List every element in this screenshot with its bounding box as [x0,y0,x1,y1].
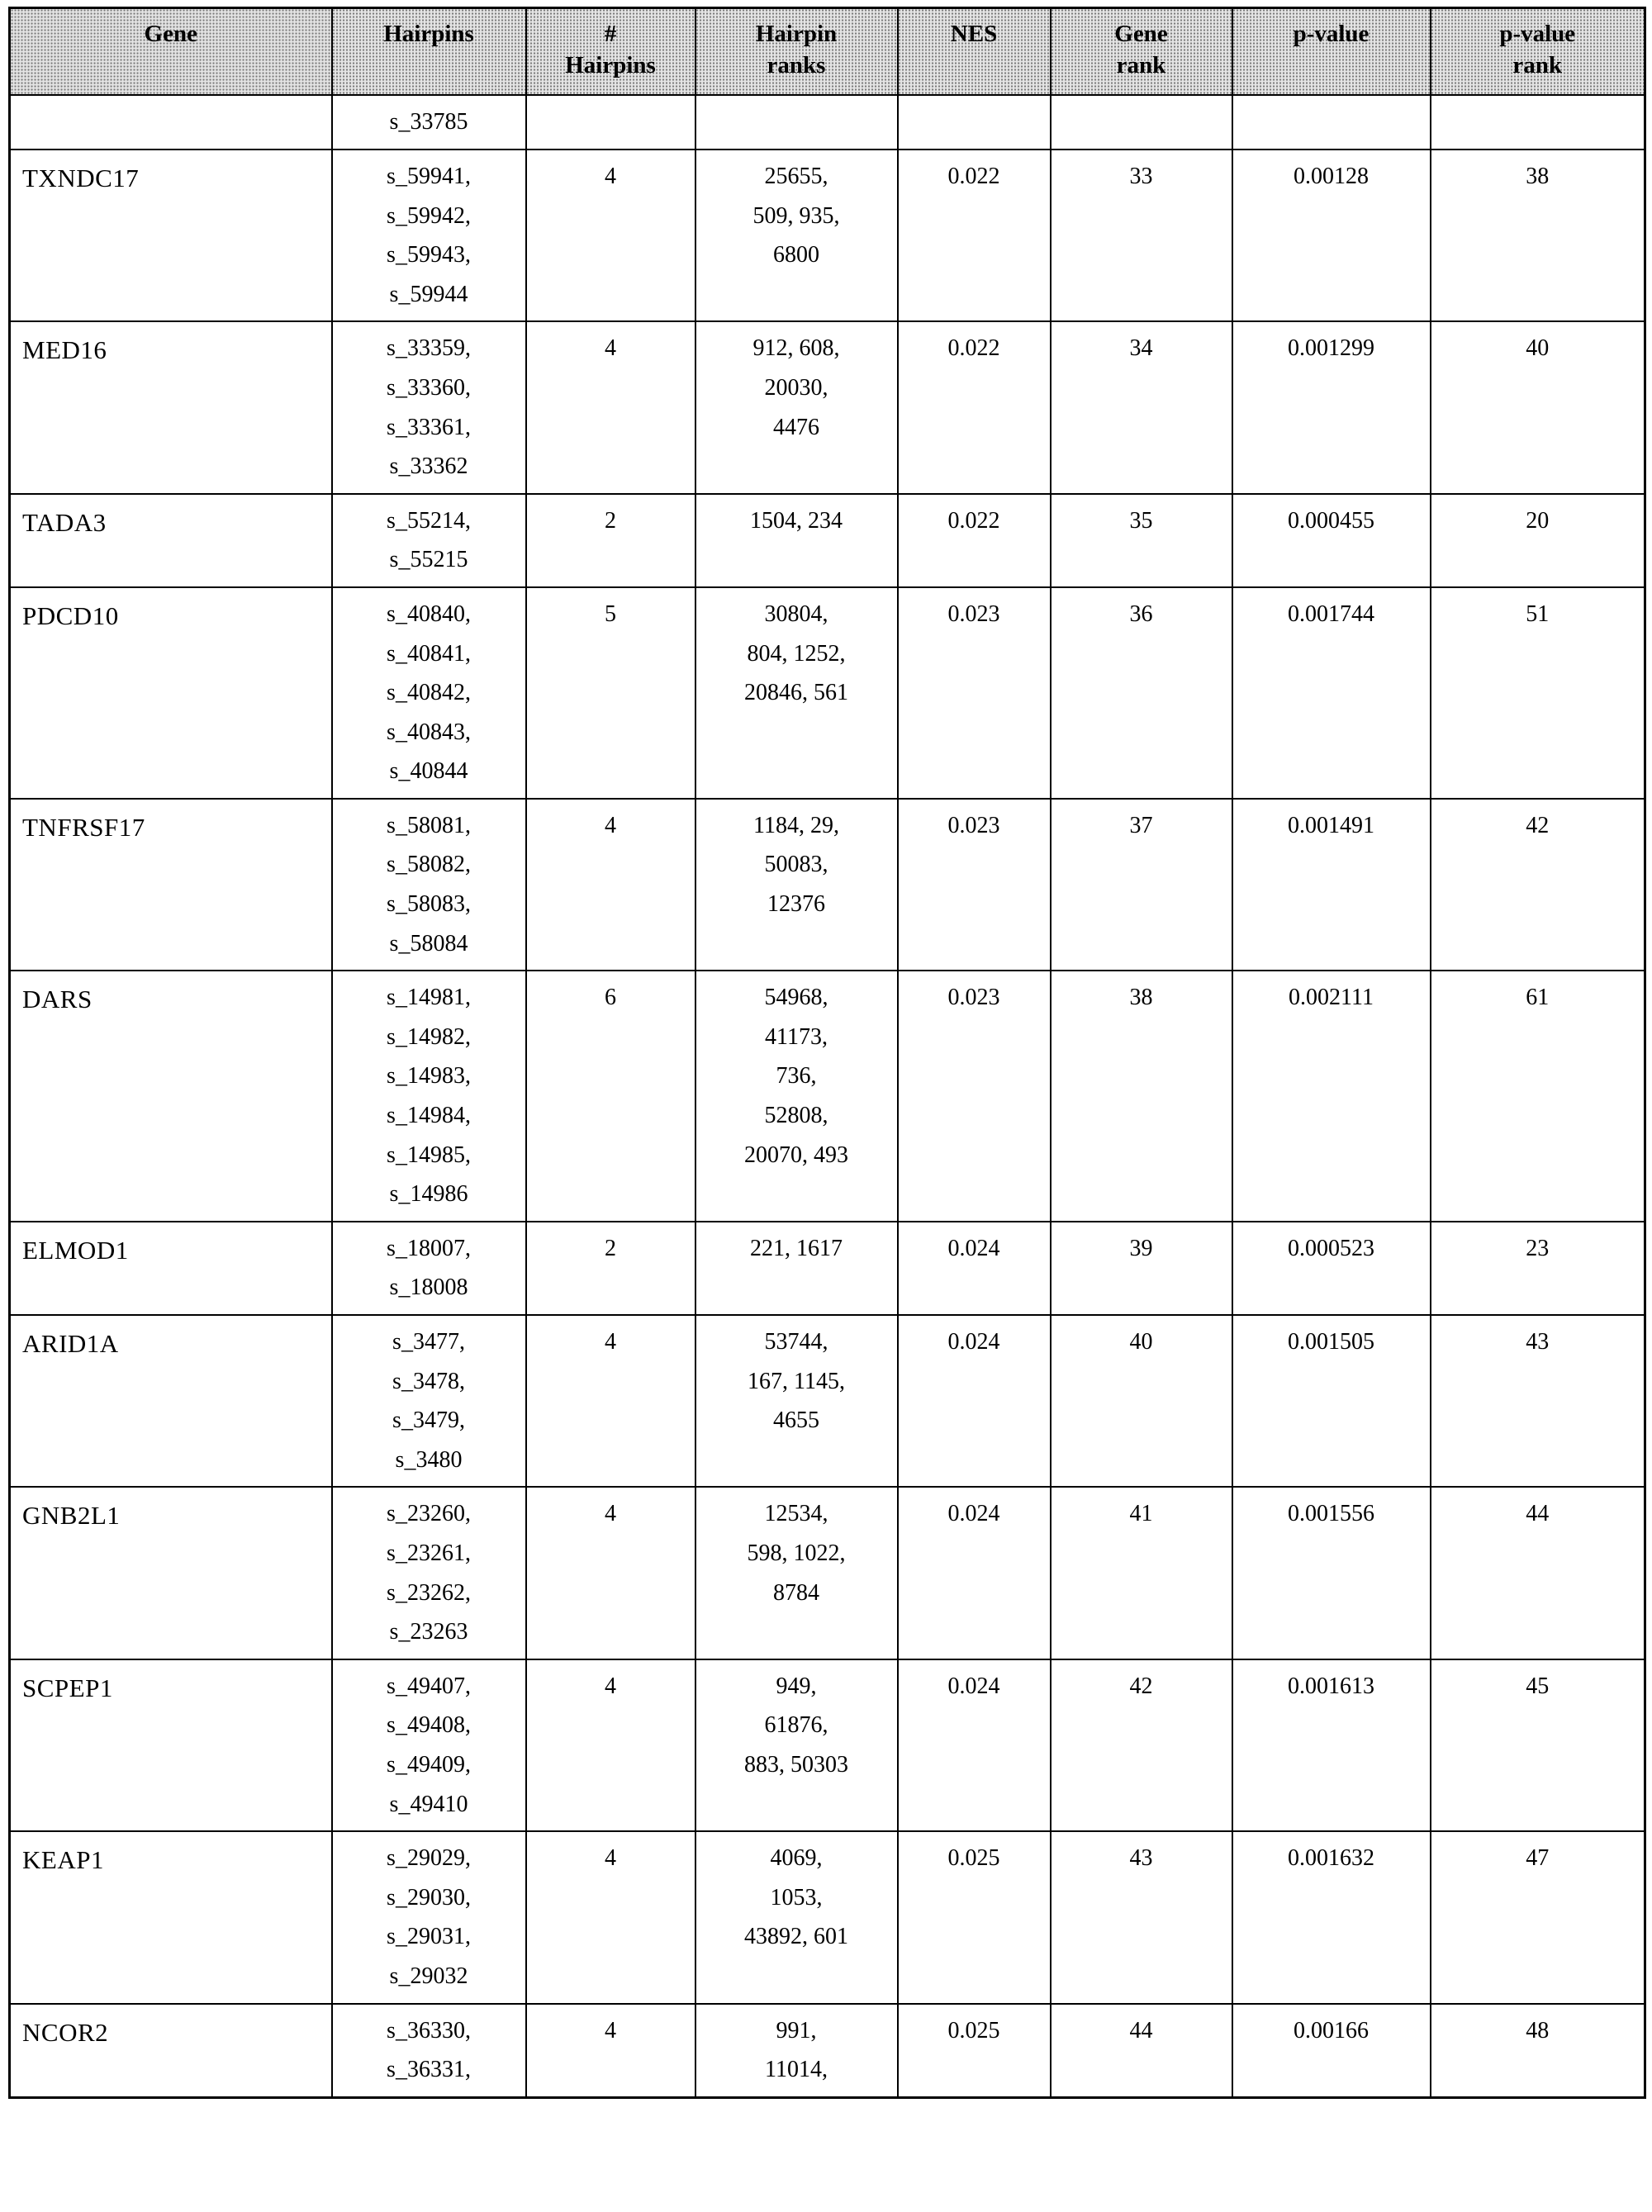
cell-gene: DARS [10,971,332,1222]
table-row [10,971,1645,1222]
cell-hairpin-ranks: 54968, 41173, 736, 52808, 20070, 493 [695,971,898,1222]
cell-nes: 0.025 [898,2004,1051,2098]
cell-p-value: 0.001299 [1232,321,1431,493]
cell-hairpins: s_33359, s_33360, s_33361, s_33362 [332,321,526,493]
cell-p-value: 0.001744 [1232,587,1431,799]
cell-num-hairpins: 4 [526,150,695,321]
gene-hairpin-table [8,7,1646,2099]
cell-p-value: 0.000523 [1232,1222,1431,1315]
cell-gene-rank: 44 [1051,2004,1232,2098]
cell-gene-rank: 35 [1051,494,1232,587]
cell-p-value: 0.001556 [1232,1487,1431,1659]
column-header-nes: NES [898,8,1051,96]
cell-hairpins: s_49407, s_49408, s_49409, s_49410 [332,1659,526,1831]
cell-gene: ARID1A [10,1315,332,1487]
cell-gene: NCOR2 [10,2004,332,2098]
cell-gene-rank: 40 [1051,1315,1232,1487]
cell-hairpins: s_59941, s_59942, s_59943, s_59944 [332,150,526,321]
cell-gene [10,95,332,150]
cell-gene: MED16 [10,321,332,493]
cell-hairpin-ranks: 912, 608, 20030, 4476 [695,321,898,493]
column-header-p-value-rank: p-value rank [1431,8,1645,96]
table-row [10,587,1645,799]
table-row [10,1315,1645,1487]
cell-nes: 0.025 [898,1831,1051,2003]
table-row [10,1659,1645,1831]
cell-hairpin-ranks: 1504, 234 [695,494,898,587]
column-header-num-hairpins: # Hairpins [526,8,695,96]
table-row [10,1487,1645,1659]
cell-num-hairpins: 4 [526,1315,695,1487]
cell-p-value [1232,95,1431,150]
cell-gene: SCPEP1 [10,1659,332,1831]
cell-p-value: 0.002111 [1232,971,1431,1222]
table-row [10,1222,1645,1315]
cell-nes: 0.022 [898,150,1051,321]
cell-gene: KEAP1 [10,1831,332,2003]
cell-p-value-rank: 38 [1431,150,1645,321]
table-row [10,494,1645,587]
cell-gene-rank: 34 [1051,321,1232,493]
cell-gene: TXNDC17 [10,150,332,321]
cell-gene: TNFRSF17 [10,799,332,971]
cell-p-value-rank: 23 [1431,1222,1645,1315]
cell-nes [898,95,1051,150]
cell-gene: ELMOD1 [10,1222,332,1315]
cell-p-value-rank: 45 [1431,1659,1645,1831]
cell-hairpin-ranks: 1184, 29, 50083, 12376 [695,799,898,971]
cell-hairpins: s_40840, s_40841, s_40842, s_40843, s_40844 [332,587,526,799]
table-row [10,321,1645,493]
cell-nes: 0.024 [898,1659,1051,1831]
cell-num-hairpins: 5 [526,587,695,799]
cell-gene-rank: 42 [1051,1659,1232,1831]
cell-p-value: 0.001505 [1232,1315,1431,1487]
cell-gene: PDCD10 [10,587,332,799]
column-header-hairpins: Hairpins [332,8,526,96]
table-row [10,799,1645,971]
cell-gene: TADA3 [10,494,332,587]
cell-nes: 0.022 [898,321,1051,493]
cell-gene-rank: 39 [1051,1222,1232,1315]
cell-hairpins: s_55214, s_55215 [332,494,526,587]
table-row [10,1831,1645,2003]
cell-nes: 0.023 [898,799,1051,971]
cell-p-value: 0.001613 [1232,1659,1431,1831]
cell-nes: 0.023 [898,587,1051,799]
cell-nes: 0.023 [898,971,1051,1222]
cell-hairpin-ranks: 4069, 1053, 43892, 601 [695,1831,898,2003]
cell-hairpins: s_14981, s_14982, s_14983, s_14984, s_14985, s_14986 [332,971,526,1222]
column-header-hairpin-ranks: Hairpin ranks [695,8,898,96]
cell-num-hairpins: 6 [526,971,695,1222]
cell-num-hairpins: 2 [526,1222,695,1315]
cell-hairpins: s_3477, s_3478, s_3479, s_3480 [332,1315,526,1487]
header-row [10,8,1645,96]
cell-hairpin-ranks: 12534, 598, 1022, 8784 [695,1487,898,1659]
cell-nes: 0.022 [898,494,1051,587]
cell-p-value-rank: 44 [1431,1487,1645,1659]
cell-gene-rank: 37 [1051,799,1232,971]
cell-hairpins: s_18007, s_18008 [332,1222,526,1315]
cell-gene-rank: 36 [1051,587,1232,799]
cell-nes: 0.024 [898,1315,1051,1487]
cell-p-value-rank: 51 [1431,587,1645,799]
cell-p-value: 0.000455 [1232,494,1431,587]
cell-hairpin-ranks [695,95,898,150]
cell-num-hairpins: 4 [526,1659,695,1831]
cell-num-hairpins: 4 [526,799,695,971]
cell-num-hairpins: 4 [526,2004,695,2098]
cell-gene-rank: 43 [1051,1831,1232,2003]
cell-p-value: 0.001491 [1232,799,1431,971]
cell-nes: 0.024 [898,1487,1051,1659]
cell-hairpins: s_29029, s_29030, s_29031, s_29032 [332,1831,526,2003]
cell-gene-rank: 33 [1051,150,1232,321]
cell-gene-rank: 41 [1051,1487,1232,1659]
cell-hairpins: s_23260, s_23261, s_23262, s_23263 [332,1487,526,1659]
cell-p-value-rank: 61 [1431,971,1645,1222]
cell-hairpin-ranks: 53744, 167, 1145, 4655 [695,1315,898,1487]
table-row [10,95,1645,150]
cell-num-hairpins [526,95,695,150]
cell-hairpins: s_33785 [332,95,526,150]
cell-nes: 0.024 [898,1222,1051,1315]
cell-hairpin-ranks: 949, 61876, 883, 50303 [695,1659,898,1831]
table-row [10,150,1645,321]
cell-hairpin-ranks: 991, 11014, [695,2004,898,2098]
cell-gene: GNB2L1 [10,1487,332,1659]
cell-p-value: 0.001632 [1232,1831,1431,2003]
column-header-gene-rank: Gene rank [1051,8,1232,96]
cell-gene-rank: 38 [1051,971,1232,1222]
cell-p-value-rank: 48 [1431,2004,1645,2098]
cell-hairpin-ranks: 25655, 509, 935, 6800 [695,150,898,321]
cell-p-value-rank [1431,95,1645,150]
cell-gene-rank [1051,95,1232,150]
cell-num-hairpins: 2 [526,494,695,587]
cell-p-value: 0.00128 [1232,150,1431,321]
cell-num-hairpins: 4 [526,321,695,493]
cell-p-value-rank: 40 [1431,321,1645,493]
cell-p-value-rank: 43 [1431,1315,1645,1487]
cell-num-hairpins: 4 [526,1487,695,1659]
cell-p-value-rank: 20 [1431,494,1645,587]
cell-hairpins: s_36330, s_36331, [332,2004,526,2098]
cell-hairpin-ranks: 221, 1617 [695,1222,898,1315]
column-header-p-value: p-value [1232,8,1431,96]
cell-hairpin-ranks: 30804, 804, 1252, 20846, 561 [695,587,898,799]
cell-p-value: 0.00166 [1232,2004,1431,2098]
cell-p-value-rank: 47 [1431,1831,1645,2003]
table-row [10,2004,1645,2098]
cell-num-hairpins: 4 [526,1831,695,2003]
column-header-gene: Gene [10,8,332,96]
cell-p-value-rank: 42 [1431,799,1645,971]
cell-hairpins: s_58081, s_58082, s_58083, s_58084 [332,799,526,971]
